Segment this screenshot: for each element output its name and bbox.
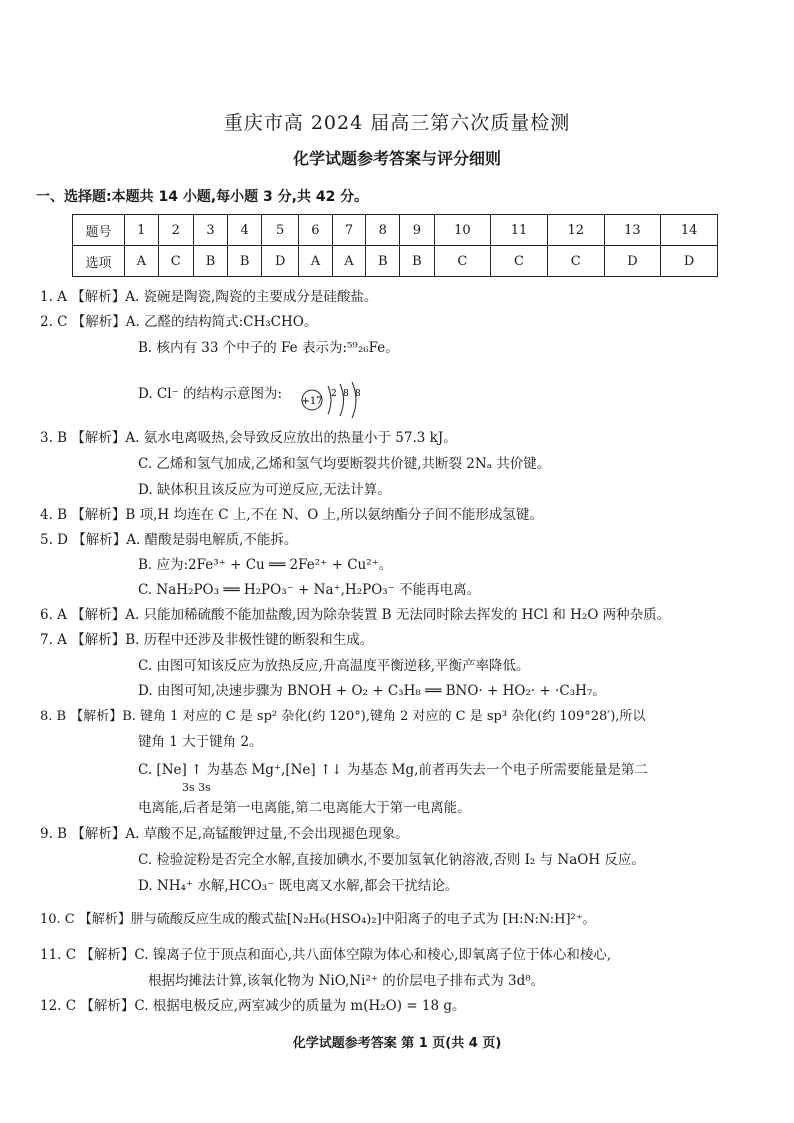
answer-line: B. 应为:2Fe³⁺ + Cu ══ 2Fe²⁺ + Cu²⁺。 — [138, 557, 393, 573]
table-cell: 12 — [547, 215, 604, 246]
answer-line: C. NaH₂PO₃ ══ H₂PO₃⁻ + Na⁺,H₂PO₃⁻ 不能再电离。 — [138, 582, 481, 598]
answer-line: C. 检验淀粉是否完全水解,直接加碘水,不要加氢氧化钠溶液,否则 I₂ 与 NaOH 反应。 — [138, 852, 645, 868]
answer-line: 12. C 【解析】C. 根据电极反应,两室减少的质量为 m(H₂O) = 18 g。 — [40, 998, 466, 1014]
table-cell: A — [125, 246, 159, 277]
answer-line: 5. D 【解析】A. 醋酸是弱电解质,不能拆。 — [40, 532, 298, 548]
table-cell: D — [604, 246, 661, 277]
answer-line: C. 乙烯和氢气加成,乙烯和氢气均要断裂共价键,共断裂 2Nₐ 共价键。 — [138, 456, 551, 472]
answer-line: 6. A 【解析】A. 只能加稀硫酸不能加盐酸,因为除杂装置 B 无法同时除去挥发的 HCl 和 H₂O 两种杂质。 — [40, 607, 671, 623]
answer-line: D. 缺体积且该反应为可逆反应,无法计算。 — [138, 482, 391, 498]
answer-line: 8. B 【解析】B. 键角 1 对应的 C 是 sp² 杂化(约 120°),键角 2 对应的 C 是 sp³ 杂化(约 109°28′),所以 — [40, 709, 646, 724]
table-cell: 9 — [400, 215, 434, 246]
answer-table — [72, 214, 718, 277]
table-cell: B — [366, 246, 400, 277]
table-row-label: 选项 — [73, 246, 125, 277]
page-subtitle: 化学试题参考答案与评分细则 — [292, 149, 501, 168]
table-cell: D — [262, 246, 299, 277]
table-cell: A — [332, 246, 366, 277]
shell-count: 2 — [331, 389, 337, 399]
table-cell: C — [491, 246, 548, 277]
answer-line: D. NH₄⁺ 水解,HCO₃⁻ 既电离又水解,都会干扰结论。 — [138, 878, 459, 894]
answer-line: 3. B 【解析】A. 氨水电离吸热,会导致反应放出的热量小于 57.3 kJ。 — [40, 430, 457, 446]
answer-line: 2. C 【解析】A. 乙醛的结构简式:CH₃CHO。 — [40, 314, 318, 330]
answer-line: 1. A 【解析】A. 瓷碗是陶瓷,陶瓷的主要成分是硅酸盐。 — [40, 289, 378, 305]
answer-line: D. 由图可知,决速步骤为 BNOH + O₂ + C₃H₈ ══ BNO· + HO₂· + ·C₃H₇。 — [138, 683, 606, 699]
table-cell: 5 — [262, 215, 299, 246]
table-cell: D — [661, 246, 718, 277]
table-cell: B — [228, 246, 262, 277]
answer-line: 根据均摊法计算,该氧化物为 NiO,Ni²⁺ 的价层电子排布式为 3d⁸。 — [148, 973, 545, 989]
answer-line: 9. B 【解析】A. 草酸不足,高锰酸钾过量,不会出现褪色现象。 — [40, 826, 409, 842]
table-cell: 8 — [366, 215, 400, 246]
shell-arc — [352, 382, 356, 418]
page-title: 重庆市高 2024 届高三第六次质量检测 — [223, 112, 571, 134]
table-cell: C — [434, 246, 491, 277]
table-cell: 14 — [661, 215, 718, 246]
nucleus-label: +17 — [301, 396, 323, 407]
table-row-answers — [73, 246, 718, 277]
shell-count: 8 — [355, 389, 361, 399]
table-cell: 6 — [299, 215, 333, 246]
table-cell: 2 — [158, 215, 193, 246]
table-cell: B — [193, 246, 227, 277]
table-cell: 11 — [491, 215, 548, 246]
answer-line: C. [Ne] ↑ 为基态 Mg⁺,[Ne] ↑↓ 为基态 Mg,前者再失去一个电子所需要能量是第二 — [138, 762, 648, 778]
table-cell: 3 — [193, 215, 227, 246]
answer-line: C. 由图可知该反应为放热反应,升高温度平衡逆移,平衡产率降低。 — [138, 658, 530, 674]
answer-line: 键角 1 大于键角 2。 — [138, 734, 263, 750]
table-cell: 1 — [125, 215, 159, 246]
answer-line: 11. C 【解析】C. 镍离子位于顶点和面心,共八面体空隙为体心和棱心,即氧离子位于体心和棱心, — [40, 947, 612, 963]
table-cell: C — [158, 246, 193, 277]
table-cell: 13 — [604, 215, 661, 246]
table-cell: C — [547, 246, 604, 277]
shell-count: 8 — [343, 389, 349, 399]
cl-ion-structure-diagram — [300, 380, 370, 420]
table-row-numbers — [73, 215, 718, 246]
table-cell: 4 — [228, 215, 262, 246]
answer-line: D. Cl⁻ 的结构示意图为: — [138, 386, 283, 402]
orbital-label: 3s 3s — [182, 781, 211, 794]
section-heading: 一、选择题:本题共 14 小题,每小题 3 分,共 42 分。 — [36, 189, 369, 205]
answer-line: B. 核内有 33 个中子的 Fe 表示为:⁵⁹₂₆Fe。 — [138, 340, 399, 356]
table-cell: A — [299, 246, 333, 277]
table-cell: 7 — [332, 215, 366, 246]
answer-line: 10. C 【解析】肼与硫酸反应生成的酸式盐[N₂H₆(HSO₄)₂]中阳离子的电子式为 [H:N:N:H]²⁺。 — [40, 912, 596, 927]
answer-line: 7. A 【解析】B. 历程中还涉及非极性键的断裂和生成。 — [40, 632, 374, 648]
table-row-label: 题号 — [73, 215, 125, 246]
page-footer: 化学试题参考答案 第 1 页(共 4 页) — [292, 1036, 502, 1051]
table-cell: 10 — [434, 215, 491, 246]
table-cell: B — [400, 246, 434, 277]
answer-line: 电离能,后者是第一电离能,第二电离能大于第一电离能。 — [138, 800, 471, 816]
answer-line: 4. B 【解析】B 项,H 均连在 C 上,不在 N、O 上,所以氨纳酯分子间不能形成氢键。 — [40, 507, 543, 523]
